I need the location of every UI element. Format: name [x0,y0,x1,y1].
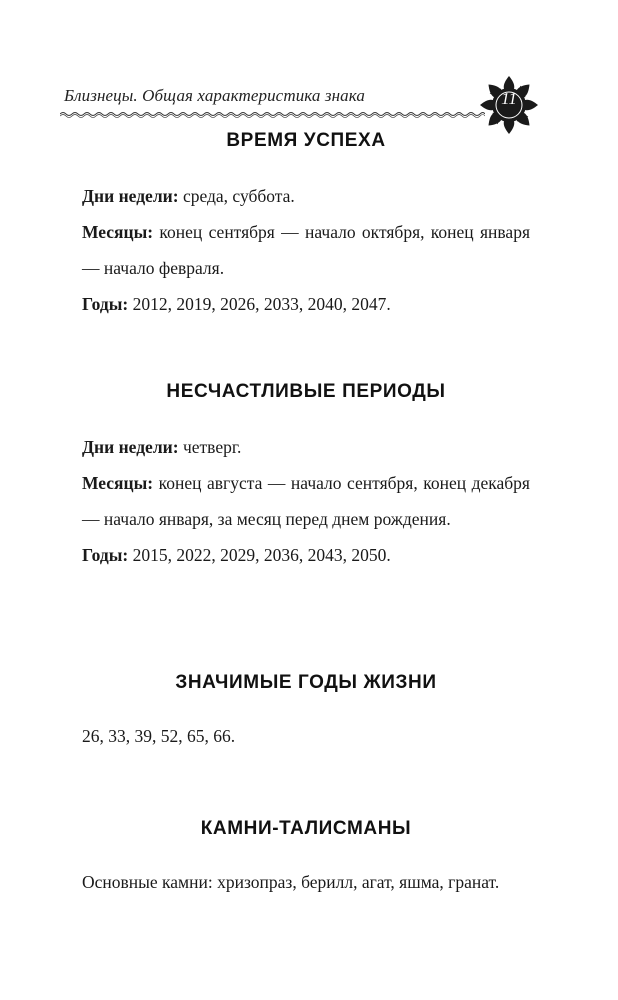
section-heading: НЕСЧАСТЛИВЫЕ ПЕРИОДЫ [166,381,446,402]
days-line [82,178,530,214]
page-number: 11 [501,89,517,108]
section-talisman-stones [82,818,530,900]
months-line [82,214,530,286]
days-value: четверг. [178,437,242,457]
months-label: Месяцы: [82,222,154,242]
months-value: конец августа — начало сентября, конец декабря — начало января, за месяц перед днем рождения. [82,473,530,529]
months-label: Месяцы: [82,473,154,493]
years-line [82,286,530,322]
page-header [60,78,540,128]
section-heading: КАМНИ-ТАЛИСМАНЫ [200,818,412,839]
section-text: 26, 33, 39, 52, 65, 66. [82,726,236,746]
months-value: конец сентября — начало октября, конец января — начало февраля. [82,222,530,278]
years-value: 2015, 2022, 2029, 2036, 2043, 2050. [128,545,391,565]
years-value: 2012, 2019, 2026, 2033, 2040, 2047. [128,294,391,314]
days-label: Дни недели: [82,437,179,457]
section-text: Основные камни: хризопраз, берилл, агат, яшма, гранат. [82,872,500,892]
months-line [82,465,530,537]
section-unlucky-periods [82,381,530,573]
years-line [82,537,530,573]
days-line [82,429,530,465]
section-heading: ВРЕМЯ УСПЕХА [226,130,386,151]
section-success-time [82,130,530,322]
wavy-rule [60,110,485,118]
days-value: среда, суббота. [178,186,295,206]
running-head: Близнецы. Общая характеристика знака [64,86,365,105]
years-label: Годы: [82,545,129,565]
days-label: Дни недели: [82,186,179,206]
years-label: Годы: [82,294,129,314]
section-significant-years [82,672,530,754]
section-heading: ЗНАЧИМЫЕ ГОДЫ ЖИЗНИ [175,672,437,693]
